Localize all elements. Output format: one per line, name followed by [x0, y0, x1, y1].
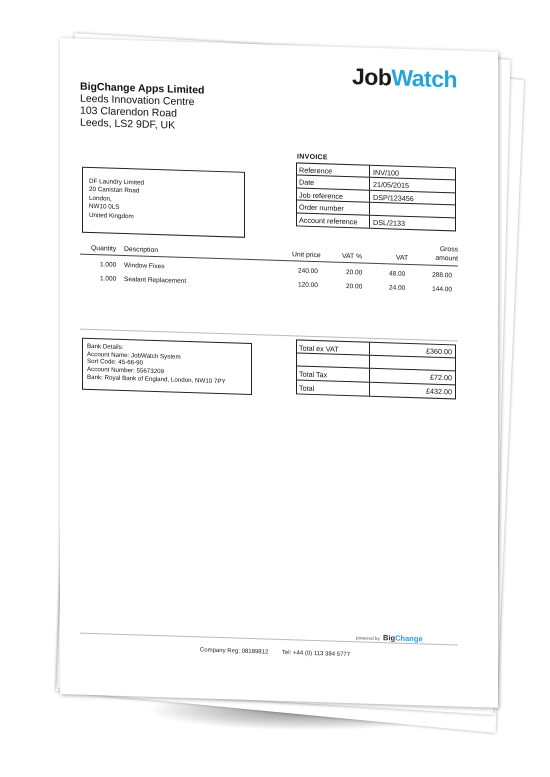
- customer-line: NW10 0LS: [89, 203, 120, 212]
- item-quantity: 1.000: [100, 261, 117, 269]
- item-vat-pct: 20.00: [346, 268, 363, 277]
- customer-address-box: [82, 167, 245, 238]
- invoice-details-table: [296, 162, 456, 231]
- row-value: 21/05/2015: [373, 180, 409, 191]
- header-gross-line1: Gross: [439, 245, 458, 254]
- company-name: BigChange Apps Limited: [80, 80, 205, 97]
- bank-line: Sort Code: 45-66-90: [87, 358, 144, 368]
- item-vat-pct: 20.00: [346, 282, 363, 291]
- item-gross: 144.00: [432, 285, 452, 294]
- item-unit-price: 120.00: [298, 281, 318, 290]
- totals-table: [296, 339, 456, 399]
- totals-label: Total Tax: [297, 367, 370, 381]
- item-description: Sealant Replacement: [124, 276, 187, 285]
- totals-value: £360.00: [426, 346, 452, 357]
- totals-label: Total ex VAT: [297, 340, 370, 354]
- row-label: Job reference: [297, 188, 370, 202]
- customer-line: DF Laundry Limited: [89, 177, 144, 187]
- totals-label: [297, 354, 370, 368]
- customer-line: United Kingdom: [89, 211, 134, 220]
- bank-details-box: [82, 338, 252, 395]
- footer: [120, 645, 430, 661]
- bigchange-logo-change: Change: [395, 633, 423, 644]
- customer-line: 20 Canistan Road: [89, 186, 140, 195]
- item-description: Window Fixes: [124, 262, 165, 271]
- company-reg: Company Reg: 08189812: [199, 647, 269, 656]
- item-vat: 48.00: [389, 270, 406, 278]
- row-label: Order number: [297, 201, 370, 215]
- totals-label: Total: [297, 380, 370, 395]
- customer-line: London,: [89, 194, 112, 203]
- row-value: DSP/123456: [373, 192, 414, 203]
- row-label: Date: [297, 176, 370, 190]
- company-address-line: 103 Clarendon Road: [80, 104, 177, 120]
- item-gross: 288.00: [432, 271, 452, 280]
- header-quantity: Quantity: [91, 244, 117, 253]
- telephone: Tel: +44 (0) 113 384 5777: [281, 649, 351, 659]
- company-address-line: Leeds, LS2 9DF, UK: [80, 116, 176, 132]
- row-value: INV/100: [373, 167, 399, 178]
- powered-by-text: powered by: [356, 635, 380, 642]
- bank-line: Account Name: JobWatch System: [87, 350, 181, 361]
- header-vat-pct: VAT %: [342, 252, 363, 261]
- header-unit-price: Unit price: [292, 251, 321, 260]
- row-value: DSL/2133: [373, 217, 405, 228]
- header-gross-amount: [435, 245, 458, 264]
- invoice-title: INVOICE: [297, 153, 328, 162]
- row-label: Account reference: [297, 213, 370, 228]
- items-header: [80, 231, 458, 267]
- item-quantity: 1.000: [100, 275, 117, 283]
- company-address-line: Leeds Innovation Centre: [80, 92, 195, 109]
- jobwatch-logo: [352, 63, 457, 93]
- bank-line: Bank: Royal Bank of England, London, NW10 7PY: [87, 373, 226, 386]
- bigchange-logo-big: Big: [383, 633, 396, 643]
- item-unit-price: 240.00: [298, 267, 318, 276]
- totals-value: £72.00: [430, 373, 452, 383]
- invoice-page: [60, 38, 498, 708]
- header-vat: VAT: [396, 254, 409, 262]
- logo-job: Job: [352, 63, 392, 91]
- header-description: Description: [124, 246, 158, 255]
- item-vat: 24.00: [389, 284, 406, 292]
- totals-value: £432.00: [426, 386, 452, 396]
- row-label: Reference: [297, 163, 370, 177]
- bank-line: Account Number: 55673209: [87, 365, 165, 376]
- header-gross-line2: amount: [435, 254, 458, 263]
- logo-watch: Watch: [391, 64, 458, 93]
- company-block: [80, 81, 204, 133]
- bank-line: Bank Details:: [87, 342, 124, 351]
